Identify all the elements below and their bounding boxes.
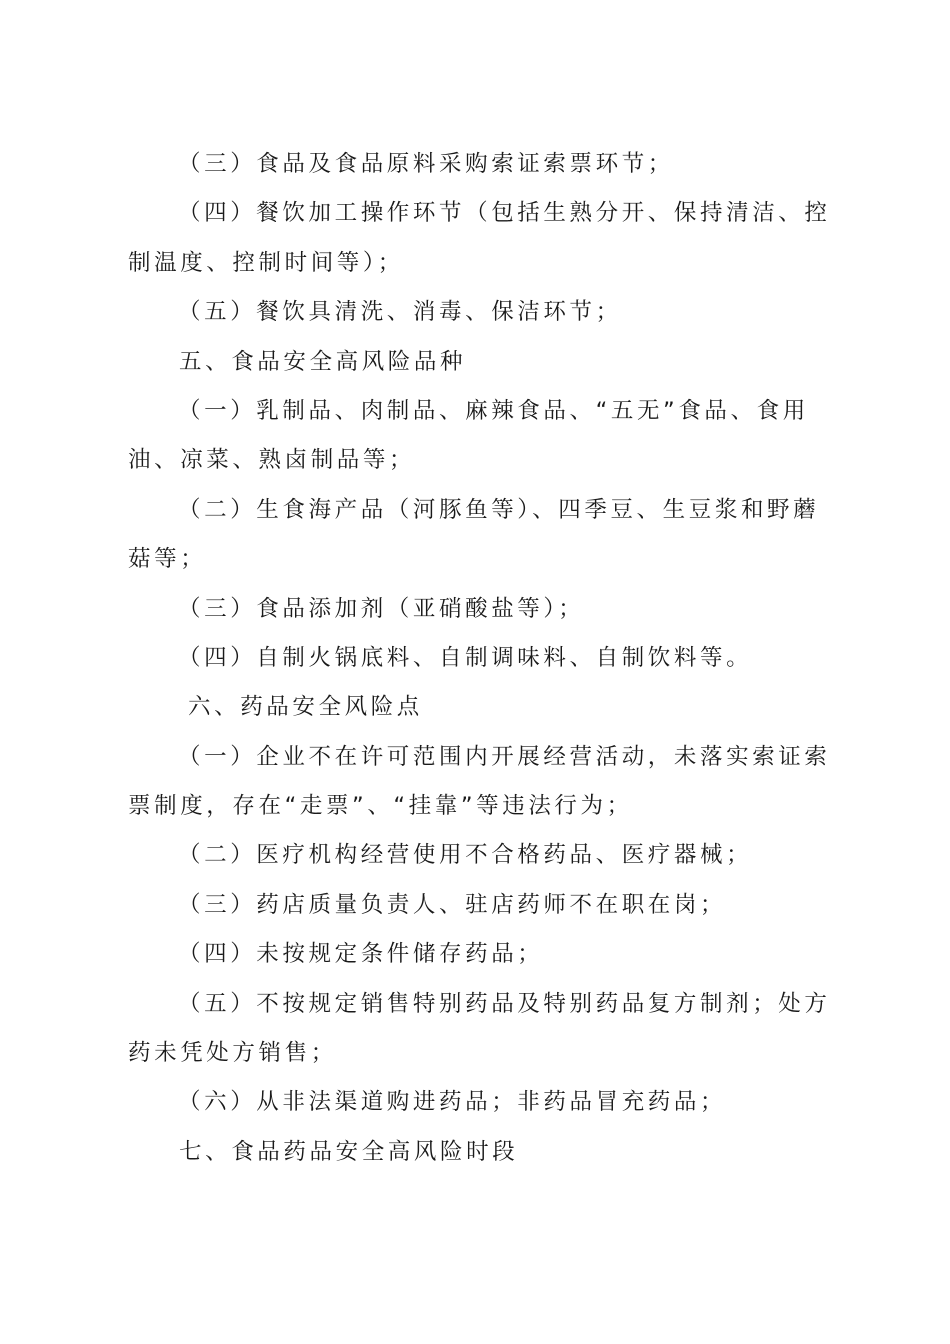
list-item: （四）自制火锅底料、自制调味料、自制饮料等。 [178, 644, 753, 671]
list-item: （二）生食海产品（河豚鱼等）、四季豆、生豆浆和野蘑 [178, 496, 820, 523]
list-item: （四）未按规定条件储存药品； [178, 941, 544, 968]
list-item: （五）不按规定销售特别药品及特别药品复方制剂；处方 [178, 990, 831, 1017]
section-heading: 六、药品安全风险点 [188, 694, 423, 721]
list-item-continuation: 制温度、控制时间等）； [128, 249, 404, 276]
list-item: （六）从非法渠道购进药品；非药品冒充药品； [178, 1089, 727, 1116]
section-heading: 七、食品药品安全高风险时段 [179, 1138, 519, 1165]
document-body [128, 140, 831, 1177]
list-item: （三）药店质量负责人、驻店药师不在职在岗； [178, 891, 727, 918]
list-item-continuation: 票制度，存在“走票”、“挂靠”等违法行为； [128, 793, 633, 820]
list-item: （三）食品及食品原料采购索证索票环节； [178, 151, 674, 177]
list-item: （一）企业不在许可范围内开展经营活动，未落实索证索 [178, 743, 831, 770]
list-item: （四）餐饮加工操作环节（包括生熟分开、保持清洁、控 [178, 200, 831, 227]
list-item: （五）餐饮具清洗、消毒、保洁环节； [178, 299, 622, 326]
list-item: （一）乳制品、肉制品、麻辣食品、“五无”食品、食用 [178, 397, 809, 424]
list-item-continuation: 菇等； [128, 546, 207, 573]
list-item-continuation: 油、凉菜、熟卤制品等； [128, 447, 416, 474]
section-heading: 五、食品安全高风险品种 [179, 348, 467, 375]
list-item: （三）食品添加剂（亚硝酸盐等）； [178, 595, 585, 622]
list-item-continuation: 药未凭处方销售； [128, 1040, 337, 1067]
list-item: （二）医疗机构经营使用不合格药品、医疗器械； [178, 842, 753, 869]
